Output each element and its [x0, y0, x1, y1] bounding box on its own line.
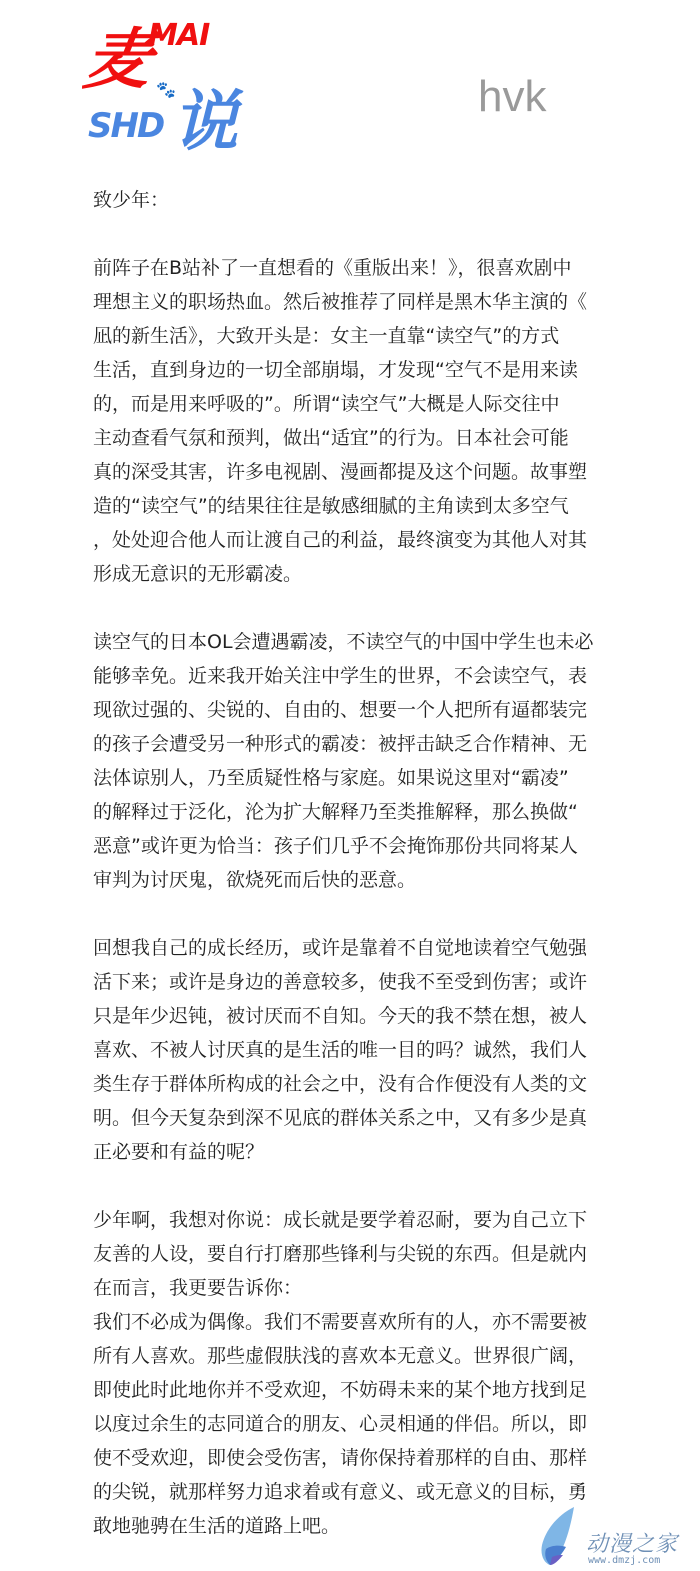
paw-icon: 🐾 [156, 80, 176, 99]
watermark-name: 动漫之家 [586, 1532, 679, 1557]
text-line: 喜欢、不被人讨厌真的是生活的唯一目的吗？诚然，我们人 [93, 1039, 588, 1061]
text-line: 明。但今天复杂到深不见底的群体关系之中，又有多少是真 [93, 1107, 588, 1129]
text-line: 使不受欢迎，即使会受伤害，请你保持着那样的自由、那样 [93, 1447, 588, 1469]
text-line: 正必要和有益的呢？ [93, 1141, 265, 1163]
text-line: 回想我自己的成长经历，或许是靠着不自觉地读着空气勉强 [93, 937, 588, 959]
text-line: 敢地驰骋在生活的道路上吧。 [93, 1515, 341, 1537]
text-line: 恶意”或许更为恰当：孩子们几乎不会掩饰那份共同将某人 [93, 835, 578, 857]
text-line: 生活，直到身边的一切全部崩塌，才发现“空气不是用来读 [93, 359, 578, 381]
text-line: 主动查看气氛和预判，做出“适宜”的行为。日本社会可能 [93, 427, 569, 449]
text-line: 少年啊，我想对你说：成长就是要学着忍耐，要为自己立下 [93, 1209, 588, 1231]
logo-mai-en: MAI [148, 18, 210, 53]
text-line: 活下来；或许是身边的善意较多，使我不至受到伤害；或许 [93, 971, 588, 993]
text-line: 前阵子在B站补了一直想看的《重版出来！》，很喜欢剧中 [93, 257, 572, 279]
paragraph [93, 1203, 613, 1543]
spacer [93, 217, 613, 251]
text-line: 的尖锐，就那样努力追求着或有意义、或无意义的目标，勇 [93, 1481, 588, 1503]
spacer [93, 897, 613, 931]
author-name: hvk [478, 72, 547, 121]
text-line: 在而言，我更要告诉你： [93, 1277, 303, 1299]
paragraph [93, 625, 613, 897]
text-line: 读空气的日本OL会遭遇霸凌，不读空气的中国中学生也未必 [93, 631, 594, 653]
spacer [93, 1169, 613, 1203]
text-line: 只是年少迟钝，被讨厌而不自知。今天的我不禁在想，被人 [93, 1005, 588, 1027]
logo-shuo-cn: 说 [172, 83, 238, 160]
logo-mai-cn: 麦 [79, 21, 157, 98]
text-line: 友善的人设，要自行打磨那些锋利与尖锐的东西。但是就内 [93, 1243, 588, 1265]
feather-logo-icon [538, 1505, 578, 1567]
watermark-url: www.dmzj.com [588, 1555, 661, 1566]
letter-body [93, 183, 613, 1543]
text-line: 的，而是用来呼吸的”。所谓“读空气”大概是人际交往中 [93, 393, 560, 415]
spacer [93, 591, 613, 625]
text-line: 即使此时此地你并不受欢迎，不妨碍未来的某个地方找到足 [93, 1379, 588, 1401]
text-line: 我们不必成为偶像。我们不需要喜欢所有的人，亦不需要被 [93, 1311, 588, 1333]
text-line: 形成无意识的无形霸凌。 [93, 563, 303, 585]
text-line: 类生存于群体所构成的社会之中，没有合作便没有人类的文 [93, 1073, 588, 1095]
text-line: 理想主义的职场热血。然后被推荐了同样是黑木华主演的《 [93, 291, 588, 313]
text-line: 以度过余生的志同道合的朋友、心灵相通的伴侣。所以，即 [93, 1413, 588, 1435]
text-line: 的解释过于泛化，沦为扩大解释乃至类推解释，那么换做“ [93, 801, 578, 823]
text-line: 审判为讨厌鬼，欲烧死而后快的恶意。 [93, 869, 417, 891]
text-line: 造的“读空气”的结果往往是敏感细腻的主角读到太多空气 [93, 495, 569, 517]
text-line: 的孩子会遭受另一种形式的霸凌：被抨击缺乏合作精神、无 [93, 733, 588, 755]
logo-shuo-en: SHD [88, 106, 164, 146]
text-line: 所有人喜欢。那些虚假肤浅的喜欢本无意义。世界很广阔， [93, 1345, 588, 1367]
text-line: 法体谅别人，乃至质疑性格与家庭。如果说这里对“霸凌” [93, 767, 569, 789]
text-line: 现欲过强的、尖锐的、自由的、想要一个人把所有逼都装完 [93, 699, 588, 721]
dmzj-watermark [538, 1505, 698, 1571]
salutation: 致少年： [93, 189, 170, 211]
text-line: 能够幸免。近来我开始关注中学生的世界，不会读空气，表 [93, 665, 588, 687]
paragraph [93, 931, 613, 1169]
text-line: 凪的新生活》，大致开头是：女主一直靠“读空气”的方式 [93, 325, 560, 347]
text-line: ，处处迎合他人而让渡自己的利益，最终演变为其他人对其 [93, 529, 588, 551]
paragraph [93, 251, 613, 591]
text-line: 真的深受其害，许多电视剧、漫画都提及这个问题。故事塑 [93, 461, 588, 483]
column-logo [79, 6, 256, 160]
